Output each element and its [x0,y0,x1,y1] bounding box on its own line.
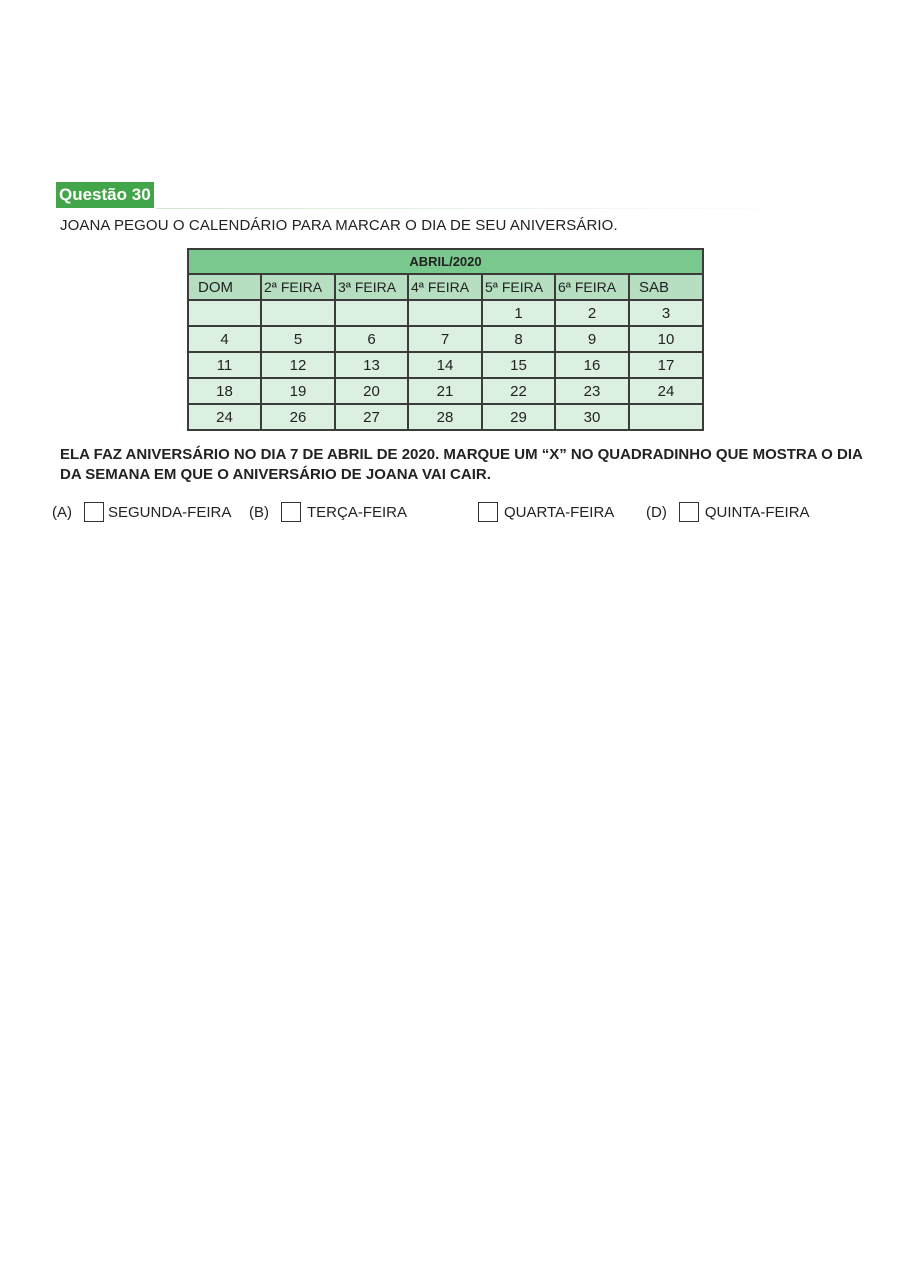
weekday-sunday: DOM [188,274,261,300]
calendar-day [188,300,261,326]
calendar-day: 1 [482,300,555,326]
option-label: TERÇA-FEIRA [307,503,408,521]
option-c [478,502,614,522]
calendar-day: 11 [188,352,261,378]
calendar-day: 13 [335,352,408,378]
option-a [52,502,231,522]
header-rule [156,208,816,209]
calendar-day: 3 [629,300,703,326]
april-calendar [187,248,704,431]
question-number-badge: Questão 30 [56,182,154,208]
weekday-friday: 6ª FEIRA [555,274,629,300]
calendar-day: 2 [555,300,629,326]
option-label: QUINTA-FEIRA [704,503,810,521]
calendar-day: 20 [335,378,408,404]
calendar-day: 6 [335,326,408,352]
option-b-checkbox[interactable] [281,502,301,522]
calendar-week-row [188,404,703,430]
weekday-saturday: SAB [629,274,703,300]
option-d [646,502,810,522]
calendar-day: 4 [188,326,261,352]
calendar-day: 8 [482,326,555,352]
option-c-checkbox[interactable] [478,502,498,522]
calendar-week-row [188,326,703,352]
calendar-day [629,404,703,430]
calendar-day: 16 [555,352,629,378]
calendar-week-row [188,300,703,326]
calendar-day: 26 [261,404,335,430]
calendar-day: 29 [482,404,555,430]
calendar-week-row [188,352,703,378]
calendar-day: 30 [555,404,629,430]
calendar-day: 23 [555,378,629,404]
calendar-day: 21 [408,378,482,404]
option-label: SEGUNDA-FEIRA [108,503,232,521]
question-intro: JOANA PEGOU O CALENDÁRIO PARA MARCAR O DIA DE SEU ANIVERSÁRIO. [60,217,618,234]
weekday-monday: 2ª FEIRA [261,274,335,300]
weekday-header-row [188,274,703,300]
option-d-checkbox[interactable] [679,502,699,522]
calendar-day [408,300,482,326]
calendar-day: 24 [188,404,261,430]
calendar-week-row [188,378,703,404]
calendar-day [261,300,335,326]
calendar-day: 27 [335,404,408,430]
question-prompt: ELA FAZ ANIVERSÁRIO NO DIA 7 DE ABRIL DE 2020. MARQUE UM “X” NO QUADRADINHO QUE MOSTRA O DIA DA SEMANA EM QUE O ANIVERSÁRIO DE JOANA VAI CAIR. [60,446,863,483]
question-header [56,182,816,209]
weekday-tuesday: 3ª FEIRA [335,274,408,300]
option-letter: (B) [249,503,269,521]
calendar-day: 17 [629,352,703,378]
weekday-thursday: 5ª FEIRA [482,274,555,300]
calendar-day: 15 [482,352,555,378]
calendar-day: 7 [408,326,482,352]
calendar-day: 28 [408,404,482,430]
calendar-day [335,300,408,326]
calendar-month-title: ABRIL/2020 [188,249,703,274]
calendar-day: 12 [261,352,335,378]
calendar-day: 10 [629,326,703,352]
option-b [249,502,407,522]
calendar-day: 19 [261,378,335,404]
calendar-day: 14 [408,352,482,378]
weekday-wednesday: 4ª FEIRA [408,274,482,300]
calendar-day: 18 [188,378,261,404]
calendar-day: 5 [261,326,335,352]
option-a-checkbox[interactable] [84,502,104,522]
option-letter: (D) [646,503,667,521]
calendar-day: 22 [482,378,555,404]
calendar-day: 24 [629,378,703,404]
calendar-day: 9 [555,326,629,352]
option-label: QUARTA-FEIRA [504,503,615,521]
option-letter: (A) [52,503,72,521]
